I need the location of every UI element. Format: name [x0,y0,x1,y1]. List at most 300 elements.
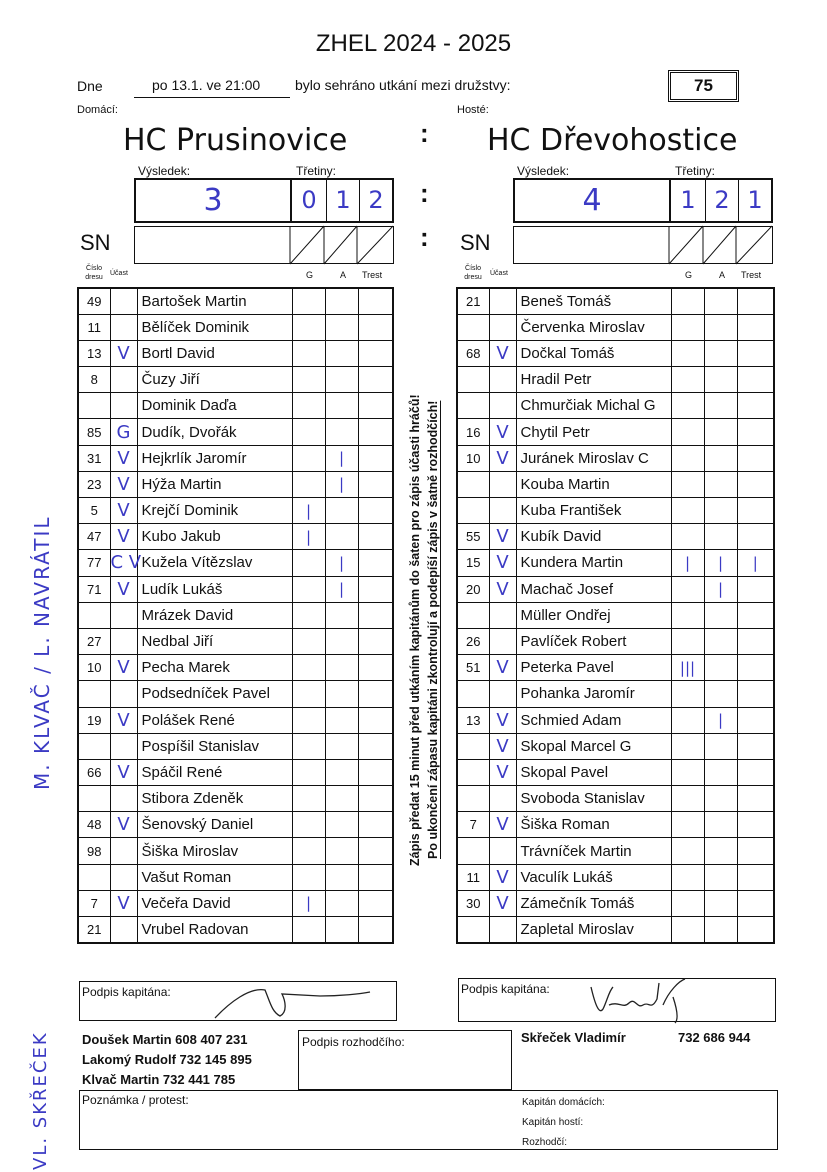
player-name: Bartošek Martin [137,288,292,314]
player-assists [704,393,737,419]
player-attendance: V [110,812,137,838]
player-name: Zapletal Miroslav [516,917,671,943]
player-number: 48 [78,812,110,838]
player-goals [671,812,704,838]
player-number: 30 [457,890,489,916]
player-name: Dudík, Dvořák [137,419,292,445]
player-name: Hejkrlík Jaromír [137,445,292,471]
referee-1: Doušek Martin 608 407 231 [82,1032,248,1047]
player-attendance: V [489,445,516,471]
player-penalty [737,917,774,943]
signoff-guest-captain: Kapitán hostí: [522,1117,584,1128]
player-number [78,733,110,759]
referee-3: Klvač Martin 732 441 785 [82,1072,236,1087]
player-attendance: V [110,340,137,366]
referee-sign-box[interactable] [298,1030,512,1090]
player-goals [671,759,704,785]
player-penalty [358,393,393,419]
player-penalty [358,288,393,314]
player-assists: | [704,576,737,602]
player-penalty [737,655,774,681]
player-number: 5 [78,498,110,524]
player-penalty [358,602,393,628]
player-penalty [358,628,393,654]
player-assists [704,314,737,340]
player-name: Juránek Miroslav C [516,445,671,471]
player-number: 51 [457,655,489,681]
player-name: Hradil Petr [516,367,671,393]
player-number: 19 [78,707,110,733]
home-player-row [78,340,393,366]
player-penalty [358,419,393,445]
guest-col-attendance: Účast [490,270,508,277]
home-player-row [78,890,393,916]
home-captain-signature [210,982,380,1022]
player-name: Chytil Petr [516,419,671,445]
player-goals [292,445,325,471]
player-attendance [489,786,516,812]
player-goals [671,288,704,314]
player-number [78,602,110,628]
player-number: 68 [457,340,489,366]
guest-col-g: G [685,270,693,280]
player-name: Skopal Marcel G [516,733,671,759]
home-team-name: HC Prusinovice [123,123,348,158]
home-col-penalty: Trest [362,270,383,280]
player-name: Kubo Jakub [137,524,292,550]
player-number [457,786,489,812]
player-penalty [737,864,774,890]
player-number: 21 [78,917,110,943]
player-name: Polášek René [137,707,292,733]
player-goals: | [292,524,325,550]
player-assists [704,786,737,812]
player-goals [292,602,325,628]
separator-colon: : [420,178,429,208]
player-number [457,733,489,759]
player-goals [292,759,325,785]
home-player-row [78,759,393,785]
player-goals [292,393,325,419]
player-attendance: C V [110,550,137,576]
player-name: Krejčí Dominik [137,498,292,524]
player-goals [292,288,325,314]
guest-player-row [457,628,774,654]
player-attendance: V [489,759,516,785]
guest-player-row [457,314,774,340]
player-attendance: V [110,498,137,524]
player-number [457,367,489,393]
home-captain-sign-box[interactable] [79,981,397,1021]
player-goals: | [292,498,325,524]
player-number: 23 [78,471,110,497]
guest-captain-signature [589,979,699,1023]
player-penalty [358,550,393,576]
player-penalty [737,786,774,812]
player-attendance [110,733,137,759]
player-penalty [737,367,774,393]
guest-period-2: 2 [714,186,730,214]
player-number: 10 [78,655,110,681]
player-attendance [489,498,516,524]
guest-col-number: Číslo dresu [464,265,482,281]
player-attendance [110,628,137,654]
player-assists [704,655,737,681]
guest-player-row [457,340,774,366]
player-number: 71 [78,576,110,602]
player-attendance [110,393,137,419]
player-number: 21 [457,288,489,314]
guest-result-box [513,178,773,223]
player-assists [325,393,358,419]
player-attendance [489,917,516,943]
home-player-row [78,445,393,471]
middle-note-2: Po ukončení zápasu kapitáni zkontrolují a podepíší zápis v šatně rozhodčích! [426,400,440,860]
player-penalty: | [737,550,774,576]
guest-player-row [457,445,774,471]
player-goals [671,707,704,733]
player-goals: | [292,890,325,916]
player-penalty [358,707,393,733]
guest-captain-sign-box[interactable] [458,978,776,1022]
player-number: 16 [457,419,489,445]
guest-player-row [457,419,774,445]
player-assists [325,288,358,314]
player-assists [325,628,358,654]
player-goals [671,340,704,366]
player-assists [325,655,358,681]
player-number: 10 [457,445,489,471]
player-name: Svoboda Stanislav [516,786,671,812]
player-number: 47 [78,524,110,550]
guest-player-row [457,524,774,550]
home-player-row [78,550,393,576]
home-col-attendance: Účast [110,270,128,277]
player-penalty [358,812,393,838]
guest-player-row [457,576,774,602]
player-number: 8 [78,367,110,393]
player-name: Stibora Zdeněk [137,786,292,812]
guest-player-row [457,707,774,733]
player-goals [671,419,704,445]
home-periods-label: Třetiny: [296,164,337,178]
home-result-label: Výsledek: [138,164,191,178]
player-name: Mrázek David [137,602,292,628]
player-number: 27 [78,628,110,654]
player-number [78,786,110,812]
player-penalty [358,786,393,812]
guest-period-1: 1 [680,186,696,214]
player-goals [292,576,325,602]
player-assists [325,812,358,838]
player-goals [671,524,704,550]
player-attendance: V [110,655,137,681]
player-assists: | [325,445,358,471]
guest-score: 4 [582,183,602,218]
player-penalty [737,471,774,497]
home-player-row [78,367,393,393]
player-assists [325,838,358,864]
player-name: Pecha Marek [137,655,292,681]
guest-player-row [457,471,774,497]
guest-player-row [457,786,774,812]
referee-2: Lakomý Rudolf 732 145 895 [82,1052,252,1067]
player-goals: ||| [671,655,704,681]
player-attendance: V [489,707,516,733]
home-player-row [78,733,393,759]
player-number [457,393,489,419]
date-underline [134,97,290,98]
player-name: Beneš Tomáš [516,288,671,314]
player-attendance [489,471,516,497]
player-goals [292,471,325,497]
signoff-home-captain: Kapitán domácích: [522,1097,605,1108]
home-captain-sign-label: Podpis kapitána: [82,985,171,999]
player-name: Bortl David [137,340,292,366]
player-penalty [358,314,393,340]
player-goals [671,314,704,340]
home-label: Domácí: [77,104,118,116]
player-penalty [737,759,774,785]
player-attendance: V [489,340,516,366]
player-assists [325,733,358,759]
player-number [457,602,489,628]
player-attendance: V [110,445,137,471]
home-score: 3 [203,183,223,218]
home-result-box [134,178,394,223]
player-attendance: V [489,890,516,916]
player-goals [292,628,325,654]
guest-label: Hosté: [457,104,489,116]
player-attendance: V [489,524,516,550]
player-penalty [358,759,393,785]
home-player-row [78,655,393,681]
side-handwriting-referees: M. KLVAČ / L. NAVRÁTIL [30,515,54,790]
player-penalty [358,890,393,916]
player-attendance: G [110,419,137,445]
player-assists [325,419,358,445]
player-penalty [737,707,774,733]
player-assists [325,864,358,890]
guest-player-row [457,838,774,864]
player-attendance [489,314,516,340]
home-period-2: 1 [335,186,351,214]
player-name: Machač Josef [516,576,671,602]
player-assists [704,759,737,785]
player-penalty [737,733,774,759]
home-player-row [78,419,393,445]
player-assists [704,288,737,314]
player-name: Spáčil René [137,759,292,785]
home-player-row [78,393,393,419]
home-player-row [78,917,393,943]
player-penalty [737,393,774,419]
player-name: Kuba František [516,498,671,524]
middle-note-1: Zápis předat 15 minut před utkáním kapitánům do šaten pro zápis účasti hráčů! [408,394,422,866]
home-period-1: 0 [301,186,317,214]
player-goals [671,733,704,759]
player-penalty [737,288,774,314]
player-penalty [358,576,393,602]
guest-col-penalty: Trest [741,270,762,280]
home-player-row [78,524,393,550]
player-name: Skopal Pavel [516,759,671,785]
note-box[interactable] [79,1090,778,1150]
player-assists [704,864,737,890]
player-assists: | [325,576,358,602]
player-goals [292,838,325,864]
home-sn-box [134,226,394,264]
player-penalty [737,602,774,628]
player-assists [704,367,737,393]
player-goals [292,681,325,707]
player-name: Bělíček Dominik [137,314,292,340]
player-penalty [737,628,774,654]
player-assists [325,786,358,812]
player-number: 11 [457,864,489,890]
player-goals [671,681,704,707]
guest-player-row [457,367,774,393]
player-name: Kouba Martin [516,471,671,497]
player-penalty [358,681,393,707]
player-name: Schmied Adam [516,707,671,733]
player-name: Pavlíček Robert [516,628,671,654]
player-name: Chmurčiak Michal G [516,393,671,419]
player-name: Kužela Vítězslav [137,550,292,576]
player-number: 66 [78,759,110,785]
player-assists [704,890,737,916]
home-player-row [78,288,393,314]
player-number: 11 [78,314,110,340]
player-goals [671,786,704,812]
home-player-row [78,838,393,864]
player-goals [671,498,704,524]
player-name: Vašut Roman [137,864,292,890]
player-name: Šiška Roman [516,812,671,838]
player-assists [704,733,737,759]
guest-roster-table [456,287,775,944]
player-attendance: V [489,419,516,445]
guest-sn-label: SN [460,230,491,255]
player-goals [671,393,704,419]
player-name: Peterka Pavel [516,655,671,681]
guest-player-row [457,498,774,524]
player-attendance: V [489,655,516,681]
note-label: Poznámka / protest: [82,1093,189,1107]
guest-player-row [457,288,774,314]
player-attendance: V [110,524,137,550]
player-attendance: V [489,550,516,576]
player-assists: | [704,550,737,576]
player-assists: | [704,707,737,733]
home-player-row [78,707,393,733]
player-name: Kundera Martin [516,550,671,576]
player-number: 98 [78,838,110,864]
player-assists [325,367,358,393]
player-penalty [358,367,393,393]
player-attendance [489,367,516,393]
guest-captain-sign-label: Podpis kapitána: [461,982,550,996]
player-penalty [737,812,774,838]
player-attendance [110,681,137,707]
player-goals [292,707,325,733]
player-goals [671,628,704,654]
player-name: Podsedníček Pavel [137,681,292,707]
player-penalty [737,314,774,340]
home-col-number: Číslo dresu [85,265,103,281]
player-name: Nedbal Jiří [137,628,292,654]
player-number: 77 [78,550,110,576]
player-number: 13 [78,340,110,366]
player-goals [292,733,325,759]
player-penalty [737,419,774,445]
player-name: Večeřa David [137,890,292,916]
home-player-row [78,602,393,628]
home-player-row [78,812,393,838]
player-attendance [489,681,516,707]
player-assists [325,681,358,707]
player-assists [704,628,737,654]
player-number: 55 [457,524,489,550]
guest-player-row [457,864,774,890]
player-attendance [110,367,137,393]
player-name: Hýža Martin [137,471,292,497]
match-number: 75 [668,70,739,102]
player-attendance [110,838,137,864]
player-assists [325,759,358,785]
home-player-row [78,498,393,524]
home-sn-label: SN [80,230,111,255]
player-attendance: V [110,576,137,602]
player-number [457,759,489,785]
player-attendance [489,838,516,864]
player-goals [292,655,325,681]
player-number [457,681,489,707]
player-penalty [358,524,393,550]
player-goals [671,367,704,393]
player-number [457,917,489,943]
player-assists [704,838,737,864]
player-assists [704,602,737,628]
player-number: 15 [457,550,489,576]
guest-sn-box [513,226,773,264]
player-name: Šiška Miroslav [137,838,292,864]
player-penalty [737,838,774,864]
player-assists [704,681,737,707]
player-assists: | [325,550,358,576]
player-penalty [358,655,393,681]
player-attendance [489,602,516,628]
player-goals [671,576,704,602]
player-assists [704,471,737,497]
contact-name: Skřeček Vladimír [521,1030,626,1045]
referee-list [82,1030,252,1090]
player-penalty [737,498,774,524]
player-name: Dominik Daďa [137,393,292,419]
player-name: Müller Ondřej [516,602,671,628]
referee-sign-label: Podpis rozhodčího: [302,1035,405,1049]
player-name: Vrubel Radovan [137,917,292,943]
guest-player-row [457,550,774,576]
guest-col-a: A [719,270,726,280]
guest-team-name: HC Dřevohostice [487,123,738,158]
player-penalty [737,445,774,471]
player-attendance: V [110,707,137,733]
player-number [78,681,110,707]
player-name: Šenovský Daniel [137,812,292,838]
player-attendance: V [110,890,137,916]
player-name: Červenka Miroslav [516,314,671,340]
